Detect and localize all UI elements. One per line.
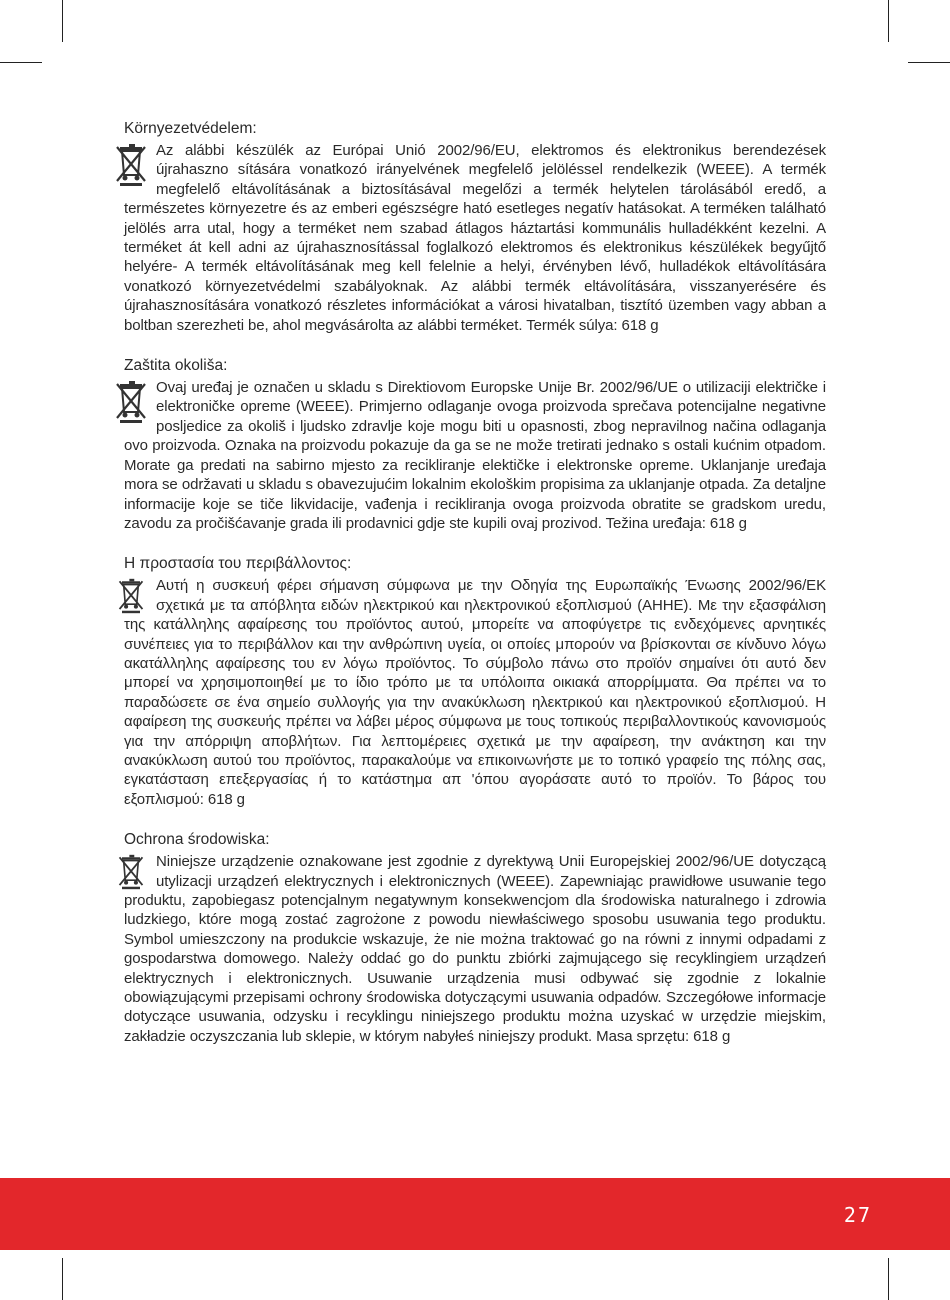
section-hungarian <box>124 118 826 335</box>
section-title: Η προστασία του περιβάλλοντος: <box>124 555 352 573</box>
crossed-out-wheelie-bin-icon <box>114 380 148 424</box>
section-text: Niniejsze urządzenie oznakowane jest zgodnie z dyrektywą Unii Europejskiej 2002/96/UE dotyczącą utylizacji urządzeń elektrycznych i elektronicznych (WEEE). Zapewniając prawidłowe usuwanie tego produktu, zapobiegasz potencjalnym negatywnym konsekwencjom dla środowiska naturalnego i zdrowia ludzkiego, które mogą zostać zagrożone z powodu niewłaściwego sposobu usuwania tego produktu. Symbol umieszczony na produkcie wskazuje, że nie można traktować go na równi z innymi odpadami z gospodarstwa domowego. Należy oddać go do punktu zbiórki zajmującego się recyklingiem urządzeń elektrycznych i elektronicznych. Usuwanie urządzenia musi odbywać się zgodnie z lokalnie obowiązującymi przepisami ochrony środowiska dotyczącymi usuwania odpadów. Szczegółowe informacje dotyczące usuwania, odzysku i recyklingu niniejszego produktu można uzyskać w urzędzie miejskim, zakładzie oczyszczania lub sklepie, w którym nabyłeś niniejszy produkt. Masa sprzętu: 618 g <box>124 853 826 1045</box>
section-text: Az alábbi készülék az Európai Unió 2002/96/EU, elektromos és elektronikus berendezések újrahaszno sítására vonatkozó irányelvének megfelelő jelöléssel rendelkezik (WEEE). A termék megfelelő eltávolításának a biztosításával megelőzi a termék helytelen tárolásából eredő, a természetes környezetre és az emberi egészségre ható esetleges negatív hatásokat. A terméken található jelölés arra utal, hogy a terméket nem szabad átlagos háztartási kommunális hulladékként kezelni. A terméket át kell adni az újrahasznosítással foglalkozó elektromos és elektronikus készülékek begyűjtő helyére- A termék eltávolításának meg kell felelnie a helyi, érvényben lévő, hulladékok eltávolítására vonatkozó környezetvédelmi szabályoknak. Az alábbi termék eltávolítására, visszanyerésére és újrahasznosítására vonatkozó részletes információkat a városi hivatalban, tisztító üzemben vagy abban a boltban szerezheti be, ahol megvásárolta az alábbi terméket. Termék súlya: 618 g <box>124 142 826 334</box>
section-body <box>124 378 826 533</box>
crop-mark <box>62 1258 63 1300</box>
section-text: Αυτή η συσκευή φέρει σήμανση σύμφωνα με την Οδηγία της Ευρωπαϊκής Ένωσης 2002/96/ΕΚ σχετικά με τα απόβλητα ειδών ηλεκτρικού και ηλεκτρονικού εξοπλισμού (ΑΗΗΕ). Με την εξασφάλιση της κατάλληλης αφαίρεσης του προϊόντος αυτού, μπορείτε να αποφύγετρε τις ενδεχόμενες αρνητικές συνέπειες για το περιβάλλον και την ανθρώπινη υγεία, οι οποίες μπορούν να βρίσκονται σε κίνδυνο λόγω ακατάλληλης αφαίρεσης του εν λόγω προϊόντος. Το σύμβολο πάνω στο προϊόν σημαίνει ότι αυτό δεν μπορεί να χρησιμοποιηθεί με το ίδιο τρόπο με τα υπόλοιπα οικιακά απορρίμματα. Θα πρέπει να το παραδώσετε σε ένα σημείο συλλογής για την ανακύκλωση ηλεκτρικού και ηλεκτρονικού εξοπλισμού. Η αφαίρεση της συσκευής πρέπει να λάβει μέρος σύμφωνα με τους τοπικούς περιβαλλοντικούς κανονισμούς για την απόρριψη αποβλήτων. Για λεπτομέρειες σχετικά με την αφαίρεση, την ανάκτηση και την ανακύκλωση αυτού του προϊόντος, παρακαλούμε να επικοινωνήστε με το τοπικό γραφείο της πόλης σας, εγκατάσταση επεξεργασίας ή το κατάστημα απ 'όπου αγοράσατε αυτό το προϊόν. Το βάρος του εξοπλισμού: 618 g <box>124 577 826 808</box>
section-body <box>124 576 826 809</box>
footer-band <box>0 1178 950 1250</box>
section-text: Ovaj uređaj je označen u skladu s Direktiovom Europske Unije Br. 2002/96/UE o utilizaciji električke i elektroničke opreme (WEEE). Primjerno odlaganje ovoga proizvoda sprečava potencijalne negativne posljedice za okoliš i ljudsko zdravlje koje mogu biti u opasnosti, zbog nepravilnog načina odlaganja ovo proizvoda. Oznaka na proizvodu pokazuje da ga se ne može tretirati jednako s ostali kućnim otpadom. Morate ga predati na sabirno mjesto za recikliranje elektičke i elektronske opreme. Uklanjanje uređaja mora se održavati u skladu s obavezujućim lokalnim ekološkim propisima za uklanjanje otpada. Za detaljne informacije koje se tiče likvidacije, vađenja i recikliranja ovoga proizvoda obratite se gradskom uredu, zavodu za pročišćavanje grada ili prodavnici gdje ste kupili ovaj prozivod. Težina uređaja: 618 g <box>124 379 826 532</box>
crop-mark <box>888 0 889 42</box>
section-title: Környezetvédelem: <box>124 120 257 137</box>
crossed-out-wheelie-bin-icon <box>114 143 148 187</box>
crop-mark <box>62 0 63 42</box>
section-body <box>124 141 826 335</box>
crop-mark <box>0 62 42 63</box>
crop-mark <box>908 62 950 63</box>
crop-mark <box>888 1258 889 1300</box>
section-title: Zaštita okoliša: <box>124 357 228 375</box>
section-title: Ochrona środowiska: <box>124 831 270 849</box>
section-body <box>124 852 826 1046</box>
page-number: 27 <box>843 1203 872 1227</box>
section-greek <box>124 553 826 809</box>
crossed-out-wheelie-bin-icon <box>114 854 148 890</box>
section-polish <box>124 829 826 1046</box>
crossed-out-wheelie-bin-icon <box>114 578 148 614</box>
section-croatian <box>124 355 826 533</box>
page-content <box>124 118 826 1066</box>
